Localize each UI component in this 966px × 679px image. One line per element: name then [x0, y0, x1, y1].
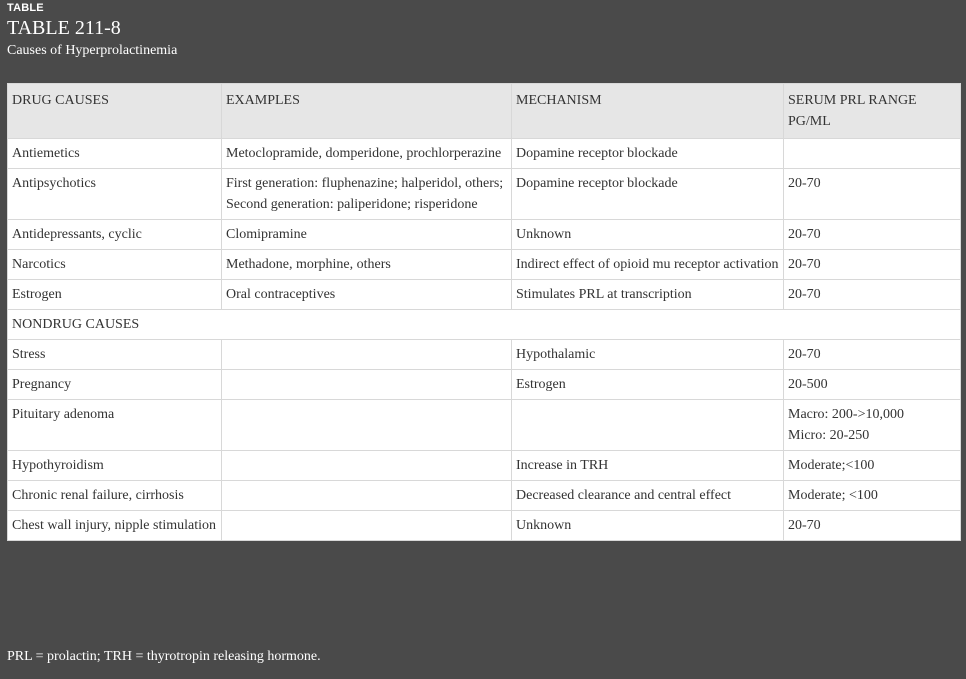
- cell-examples: [222, 340, 512, 370]
- hyperprolactinemia-table: [7, 83, 961, 541]
- table-kicker: TABLE: [7, 2, 44, 14]
- table-row: [8, 511, 961, 541]
- cell-range: 20-70: [784, 511, 961, 541]
- table-row: [8, 451, 961, 481]
- column-header-examples: EXAMPLES: [222, 84, 512, 139]
- cell-cause: Antiemetics: [8, 139, 222, 169]
- cell-mechanism: Hypothalamic: [512, 340, 784, 370]
- column-header-drug-causes: DRUG CAUSES: [8, 84, 222, 139]
- cell-mechanism: Increase in TRH: [512, 451, 784, 481]
- cell-range: Macro: 200->10,000 Micro: 20-250: [784, 400, 961, 451]
- table-row: [8, 139, 961, 169]
- cell-range: 20-70: [784, 280, 961, 310]
- column-header-serum-prl-range: SERUM PRL RANGE PG/ML: [784, 84, 961, 139]
- cell-range: [784, 139, 961, 169]
- cell-examples: Oral contraceptives: [222, 280, 512, 310]
- table-footnote: PRL = prolactin; TRH = thyrotropin releasing hormone.: [7, 649, 321, 664]
- cell-cause: Chronic renal failure, cirrhosis: [8, 481, 222, 511]
- cell-examples: [222, 451, 512, 481]
- cell-cause: Pituitary adenoma: [8, 400, 222, 451]
- header-row: [8, 84, 961, 139]
- cell-examples: [222, 481, 512, 511]
- cell-examples: Clomipramine: [222, 220, 512, 250]
- cell-cause: Pregnancy: [8, 370, 222, 400]
- table-row: [8, 370, 961, 400]
- cell-cause: Narcotics: [8, 250, 222, 280]
- table-subtitle: Causes of Hyperprolactinemia: [7, 43, 178, 58]
- cell-range: 20-70: [784, 169, 961, 220]
- page-title: TABLE 211-8: [7, 17, 121, 39]
- table-header: [7, 2, 177, 59]
- table-row: [8, 280, 961, 310]
- cell-mechanism: [512, 400, 784, 451]
- section-heading-row: [8, 310, 961, 340]
- nondrug-causes-heading: NONDRUG CAUSES: [8, 310, 961, 340]
- cell-cause: Antidepressants, cyclic: [8, 220, 222, 250]
- cell-range: 20-70: [784, 340, 961, 370]
- cell-examples: Metoclopramide, domperidone, prochlorperazine: [222, 139, 512, 169]
- cell-mechanism: Unknown: [512, 220, 784, 250]
- table-row: [8, 250, 961, 280]
- table-row: [8, 340, 961, 370]
- cell-examples: [222, 511, 512, 541]
- cell-mechanism: Decreased clearance and central effect: [512, 481, 784, 511]
- cell-range: 20-70: [784, 250, 961, 280]
- cell-range: 20-500: [784, 370, 961, 400]
- table-row: [8, 220, 961, 250]
- cell-range: Moderate; <100: [784, 481, 961, 511]
- cell-examples: [222, 400, 512, 451]
- cell-mechanism: Unknown: [512, 511, 784, 541]
- cell-mechanism: Dopamine receptor blockade: [512, 169, 784, 220]
- cell-mechanism: Stimulates PRL at transcription: [512, 280, 784, 310]
- table-row: [8, 169, 961, 220]
- table-row: [8, 400, 961, 451]
- cell-range: 20-70: [784, 220, 961, 250]
- column-header-mechanism: MECHANISM: [512, 84, 784, 139]
- cell-examples: First generation: fluphenazine; halperidol, others; Second generation: paliperidone; risperidone: [222, 169, 512, 220]
- cell-mechanism: Dopamine receptor blockade: [512, 139, 784, 169]
- cell-range: Moderate;<100: [784, 451, 961, 481]
- cell-mechanism: Estrogen: [512, 370, 784, 400]
- cell-cause: Antipsychotics: [8, 169, 222, 220]
- cell-cause: Estrogen: [8, 280, 222, 310]
- cell-cause: Hypothyroidism: [8, 451, 222, 481]
- cell-examples: [222, 370, 512, 400]
- table-row: [8, 481, 961, 511]
- cell-mechanism: Indirect effect of opioid mu receptor activation: [512, 250, 784, 280]
- cell-cause: Stress: [8, 340, 222, 370]
- cell-cause: Chest wall injury, nipple stimulation: [8, 511, 222, 541]
- cell-examples: Methadone, morphine, others: [222, 250, 512, 280]
